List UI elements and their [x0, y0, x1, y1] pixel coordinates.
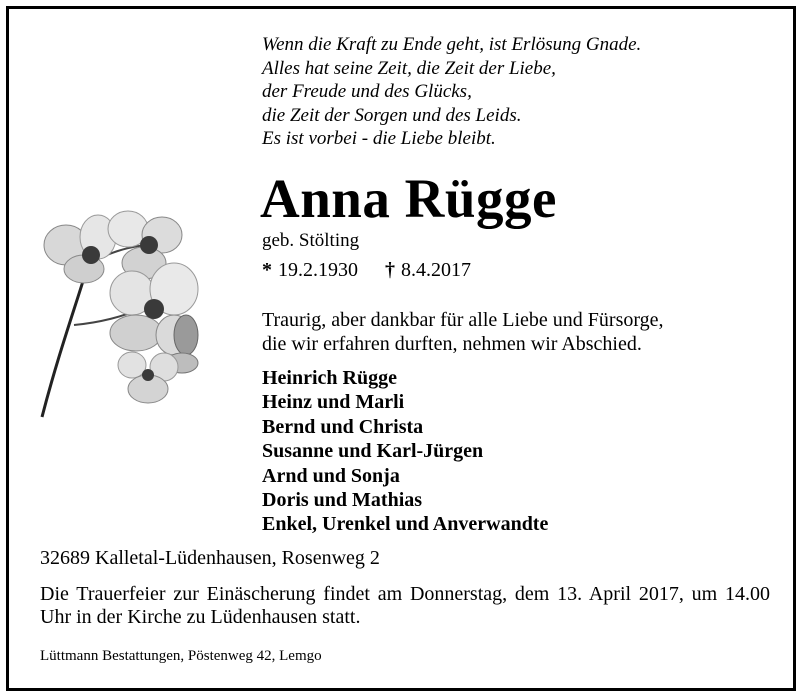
family-member: Susanne und Karl-Jürgen	[262, 440, 484, 463]
orchid-image	[36, 205, 206, 420]
poem-line: der Freude und des Glücks,	[262, 81, 472, 102]
family-member: Heinz und Marli	[262, 391, 405, 414]
maiden-name: geb. Stölting	[262, 230, 360, 251]
life-dates	[262, 258, 471, 282]
family-member: Arnd und Sonja	[262, 464, 400, 487]
poem-line: die Zeit der Sorgen und des Leids.	[262, 104, 522, 126]
poem	[262, 33, 641, 151]
poem-line: Wenn die Kraft zu Ende geht, ist Erlösung Gnade.	[262, 34, 642, 55]
death-date-group	[385, 258, 471, 282]
mourning-line: die wir erfahren durften, nehmen wir Abschied.	[262, 333, 642, 355]
death-cross-icon: †	[385, 259, 395, 281]
ceremony-notice: Die Trauerfeier zur Einäscherung findet am Donnerstag, dem 13. April 2017, um 14.00 Uhr in der Kirche zu Lüdenhausen statt.	[40, 583, 770, 628]
mourning-address: 32689 Kalletal-Lüdenhausen, Rosenweg 2	[40, 547, 380, 569]
family-member: Enkel, Urenkel und Anverwandte	[262, 513, 549, 536]
poem-line: Alles hat seine Zeit, die Zeit der Liebe,	[262, 57, 556, 79]
death-date: 8.4.2017	[401, 259, 471, 281]
undertaker-info: Lüttmann Bestattungen, Pöstenweg 42, Lemgo	[40, 648, 322, 664]
poem-line: Es ist vorbei - die Liebe bleibt.	[262, 128, 496, 149]
mourning-text	[262, 308, 664, 356]
family-member: Doris und Mathias	[262, 489, 423, 512]
family-member: Bernd und Christa	[262, 415, 424, 438]
birth-star-icon: *	[262, 259, 272, 281]
mourning-line: Traurig, aber dankbar für alle Liebe und Fürsorge,	[262, 309, 664, 331]
family-member: Heinrich Rügge	[262, 367, 397, 389]
birth-date: 19.2.1930	[278, 259, 358, 281]
family-list	[262, 366, 548, 537]
birth-date-group	[262, 258, 358, 282]
deceased-name: Anna Rügge	[260, 168, 557, 229]
